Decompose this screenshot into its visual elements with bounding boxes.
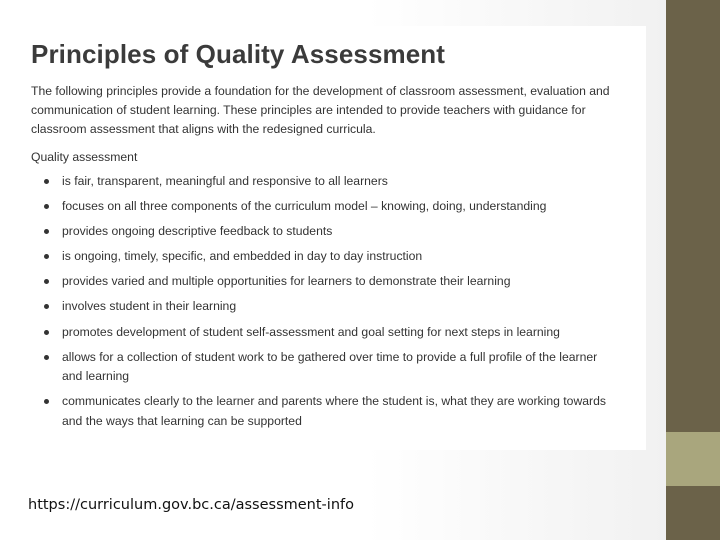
side-accent-band-dark [666, 0, 720, 432]
list-item [31, 247, 646, 267]
bullet-icon [44, 204, 49, 209]
side-accent-band-light [666, 432, 720, 486]
bullet-icon [44, 229, 49, 234]
list-item [31, 297, 646, 317]
list-item-text-continued: and learning [62, 369, 130, 384]
intro-line: communication of student learning. These principles are intended to provide teachers with guidance for [31, 103, 586, 117]
principles-list [31, 172, 646, 431]
intro-line: classroom assessment that aligns with the redesigned curricula. [31, 122, 376, 136]
list-item-text: involves student in their learning [62, 299, 237, 314]
list-item-text: is fair, transparent, meaningful and responsive to all learners [62, 174, 388, 188]
intro-line: The following principles provide a foundation for the development of classroom assessment, evaluation and [31, 84, 610, 98]
list-item [31, 272, 646, 292]
list-item [31, 222, 646, 242]
bullet-icon [44, 254, 49, 259]
list-item-text: provides ongoing descriptive feedback to students [62, 224, 333, 239]
document-screenshot [22, 26, 646, 450]
list-item-text: focuses on all three components of the curriculum model – knowing, doing, understanding [62, 199, 547, 214]
list-item-text: promotes development of student self-assessment and goal setting for next steps in learning [62, 324, 560, 339]
list-item-text: is ongoing, timely, specific, and embedded in day to day instruction [62, 249, 423, 264]
list-item-text: communicates clearly to the learner and parents where the student is, what they are working towards [62, 394, 606, 409]
side-accent-band-bottom [666, 486, 720, 540]
list-item [31, 172, 646, 192]
source-url-link[interactable]: https://curriculum.gov.bc.ca/assessment-info [28, 497, 354, 513]
bullet-icon [44, 330, 49, 335]
document-title: Principles of Quality Assessment [31, 39, 446, 69]
bullet-icon [44, 304, 49, 309]
list-item [31, 323, 646, 343]
bullet-icon [44, 355, 49, 360]
list-item-text: allows for a collection of student work to be gathered over time to provide a full profile of the learner [62, 349, 598, 364]
bullet-icon [44, 279, 49, 284]
bullet-icon [44, 399, 49, 404]
subheading: Quality assessment [31, 150, 138, 164]
intro-paragraph [31, 82, 631, 139]
list-item [31, 392, 646, 431]
list-item [31, 197, 646, 217]
list-item [31, 348, 646, 387]
list-item-text: provides varied and multiple opportunities for learners to demonstrate their learning [62, 274, 511, 289]
bullet-icon [44, 179, 49, 184]
list-item-text-continued: and the ways that learning can be supported [62, 413, 302, 428]
